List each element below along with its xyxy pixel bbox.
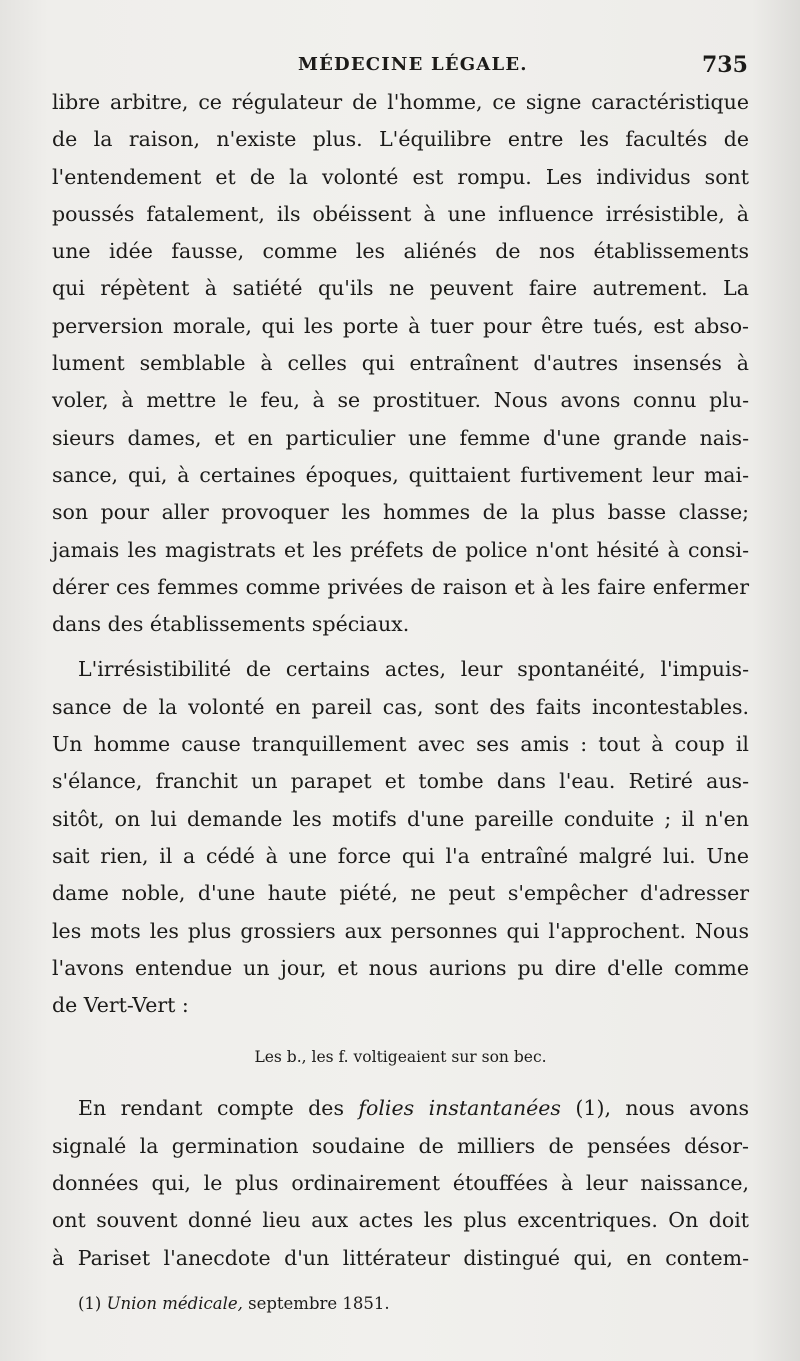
footnote-marker: (1) <box>78 1294 102 1313</box>
text-line: voler, à mettre le feu, à se prostituer. Nous avons connu plu- <box>52 388 749 413</box>
footnote <box>78 1294 390 1313</box>
text-line: sieurs dames, et en particulier une femme d'une grande nais- <box>52 425 749 450</box>
text-segment: En rendant compte des <box>78 1096 359 1121</box>
text-line: sance, qui, à certaines époques, quittaient furtivement leur mai- <box>52 462 749 487</box>
italic-term: folies instantanées <box>358 1096 561 1121</box>
text-line: à Pariset l'anecdote d'un littérateur distingué qui, en contem- <box>52 1245 749 1270</box>
page-number: 735 <box>702 52 748 78</box>
text-line: de Vert-Vert : <box>52 993 189 1018</box>
verse-quotation: Les b., les f. voltigeaient sur son bec. <box>254 1048 547 1067</box>
text-line: dans des établissements spéciaux. <box>52 612 410 637</box>
paragraph-2 <box>52 651 749 1024</box>
text-line: qui répètent à satiété qu'ils ne peuvent faire autrement. La <box>52 276 749 301</box>
text-line <box>52 1090 749 1127</box>
running-head-title: MÉDECINE LÉGALE. <box>298 54 528 75</box>
text-line: L'irrésistibilité de certains actes, leur spontanéité, l'impuis- <box>78 657 749 682</box>
text-line: poussés fatalement, ils obéissent à une influence irrésistible, à <box>52 201 749 226</box>
text-line: s'élance, franchit un parapet et tombe dans l'eau. Retiré aus- <box>52 769 749 794</box>
text-line: sance de la volonté en pareil cas, sont des faits incontestables. <box>52 694 749 719</box>
footnote-source: Union médicale, <box>106 1294 243 1313</box>
text-line: les mots les plus grossiers aux personnes qui l'approchent. Nous <box>52 918 749 943</box>
text-line: lument semblable à celles qui entraînent d'autres insensés à <box>52 351 749 376</box>
text-line: dame noble, d'une haute piété, ne peut s'empêcher d'adresser <box>52 881 749 906</box>
text-line: l'entendement et de la volonté est rompu. Les individus sont <box>52 164 749 189</box>
text-segment: (1), nous avons <box>560 1096 750 1121</box>
text-line: jamais les magistrats et les préfets de police n'ont hésité à consi- <box>52 537 749 562</box>
paragraph-3 <box>52 1090 749 1276</box>
text-line: sitôt, on lui demande les motifs d'une pareille conduite ; il n'en <box>52 806 749 831</box>
text-line: signalé la germination soudaine de milliers de pensées désor- <box>52 1133 749 1158</box>
text-line: Un homme cause tranquillement avec ses amis : tout à coup il <box>52 732 749 757</box>
text-line: ont souvent donné lieu aux actes les plus excentriques. On doit <box>52 1208 749 1233</box>
text-line: son pour aller provoquer les hommes de la plus basse classe; <box>52 500 749 525</box>
footnote-date: septembre 1851. <box>242 1294 390 1313</box>
body-text <box>52 84 749 1277</box>
text-line: perversion morale, qui les porte à tuer pour être tués, est abso- <box>52 313 749 338</box>
text-line: une idée fausse, comme les aliénés de nos établissements <box>52 239 749 264</box>
text-line: libre arbitre, ce régulateur de l'homme, ce signe caractéristique <box>52 90 749 114</box>
text-line: dérer ces femmes comme privées de raison et à les faire enfermer <box>52 574 749 599</box>
text-line: de la raison, n'existe plus. L'équilibre entre les facultés de <box>52 127 749 152</box>
paragraph-1 <box>52 84 749 643</box>
text-line: données qui, le plus ordinairement étouffées à leur naissance, <box>52 1171 749 1196</box>
text-line: sait rien, il a cédé à une force qui l'a entraîné malgré lui. Une <box>52 843 749 868</box>
running-head <box>0 52 800 82</box>
text-line: l'avons entendue un jour, et nous aurions pu dire d'elle comme <box>52 955 749 980</box>
